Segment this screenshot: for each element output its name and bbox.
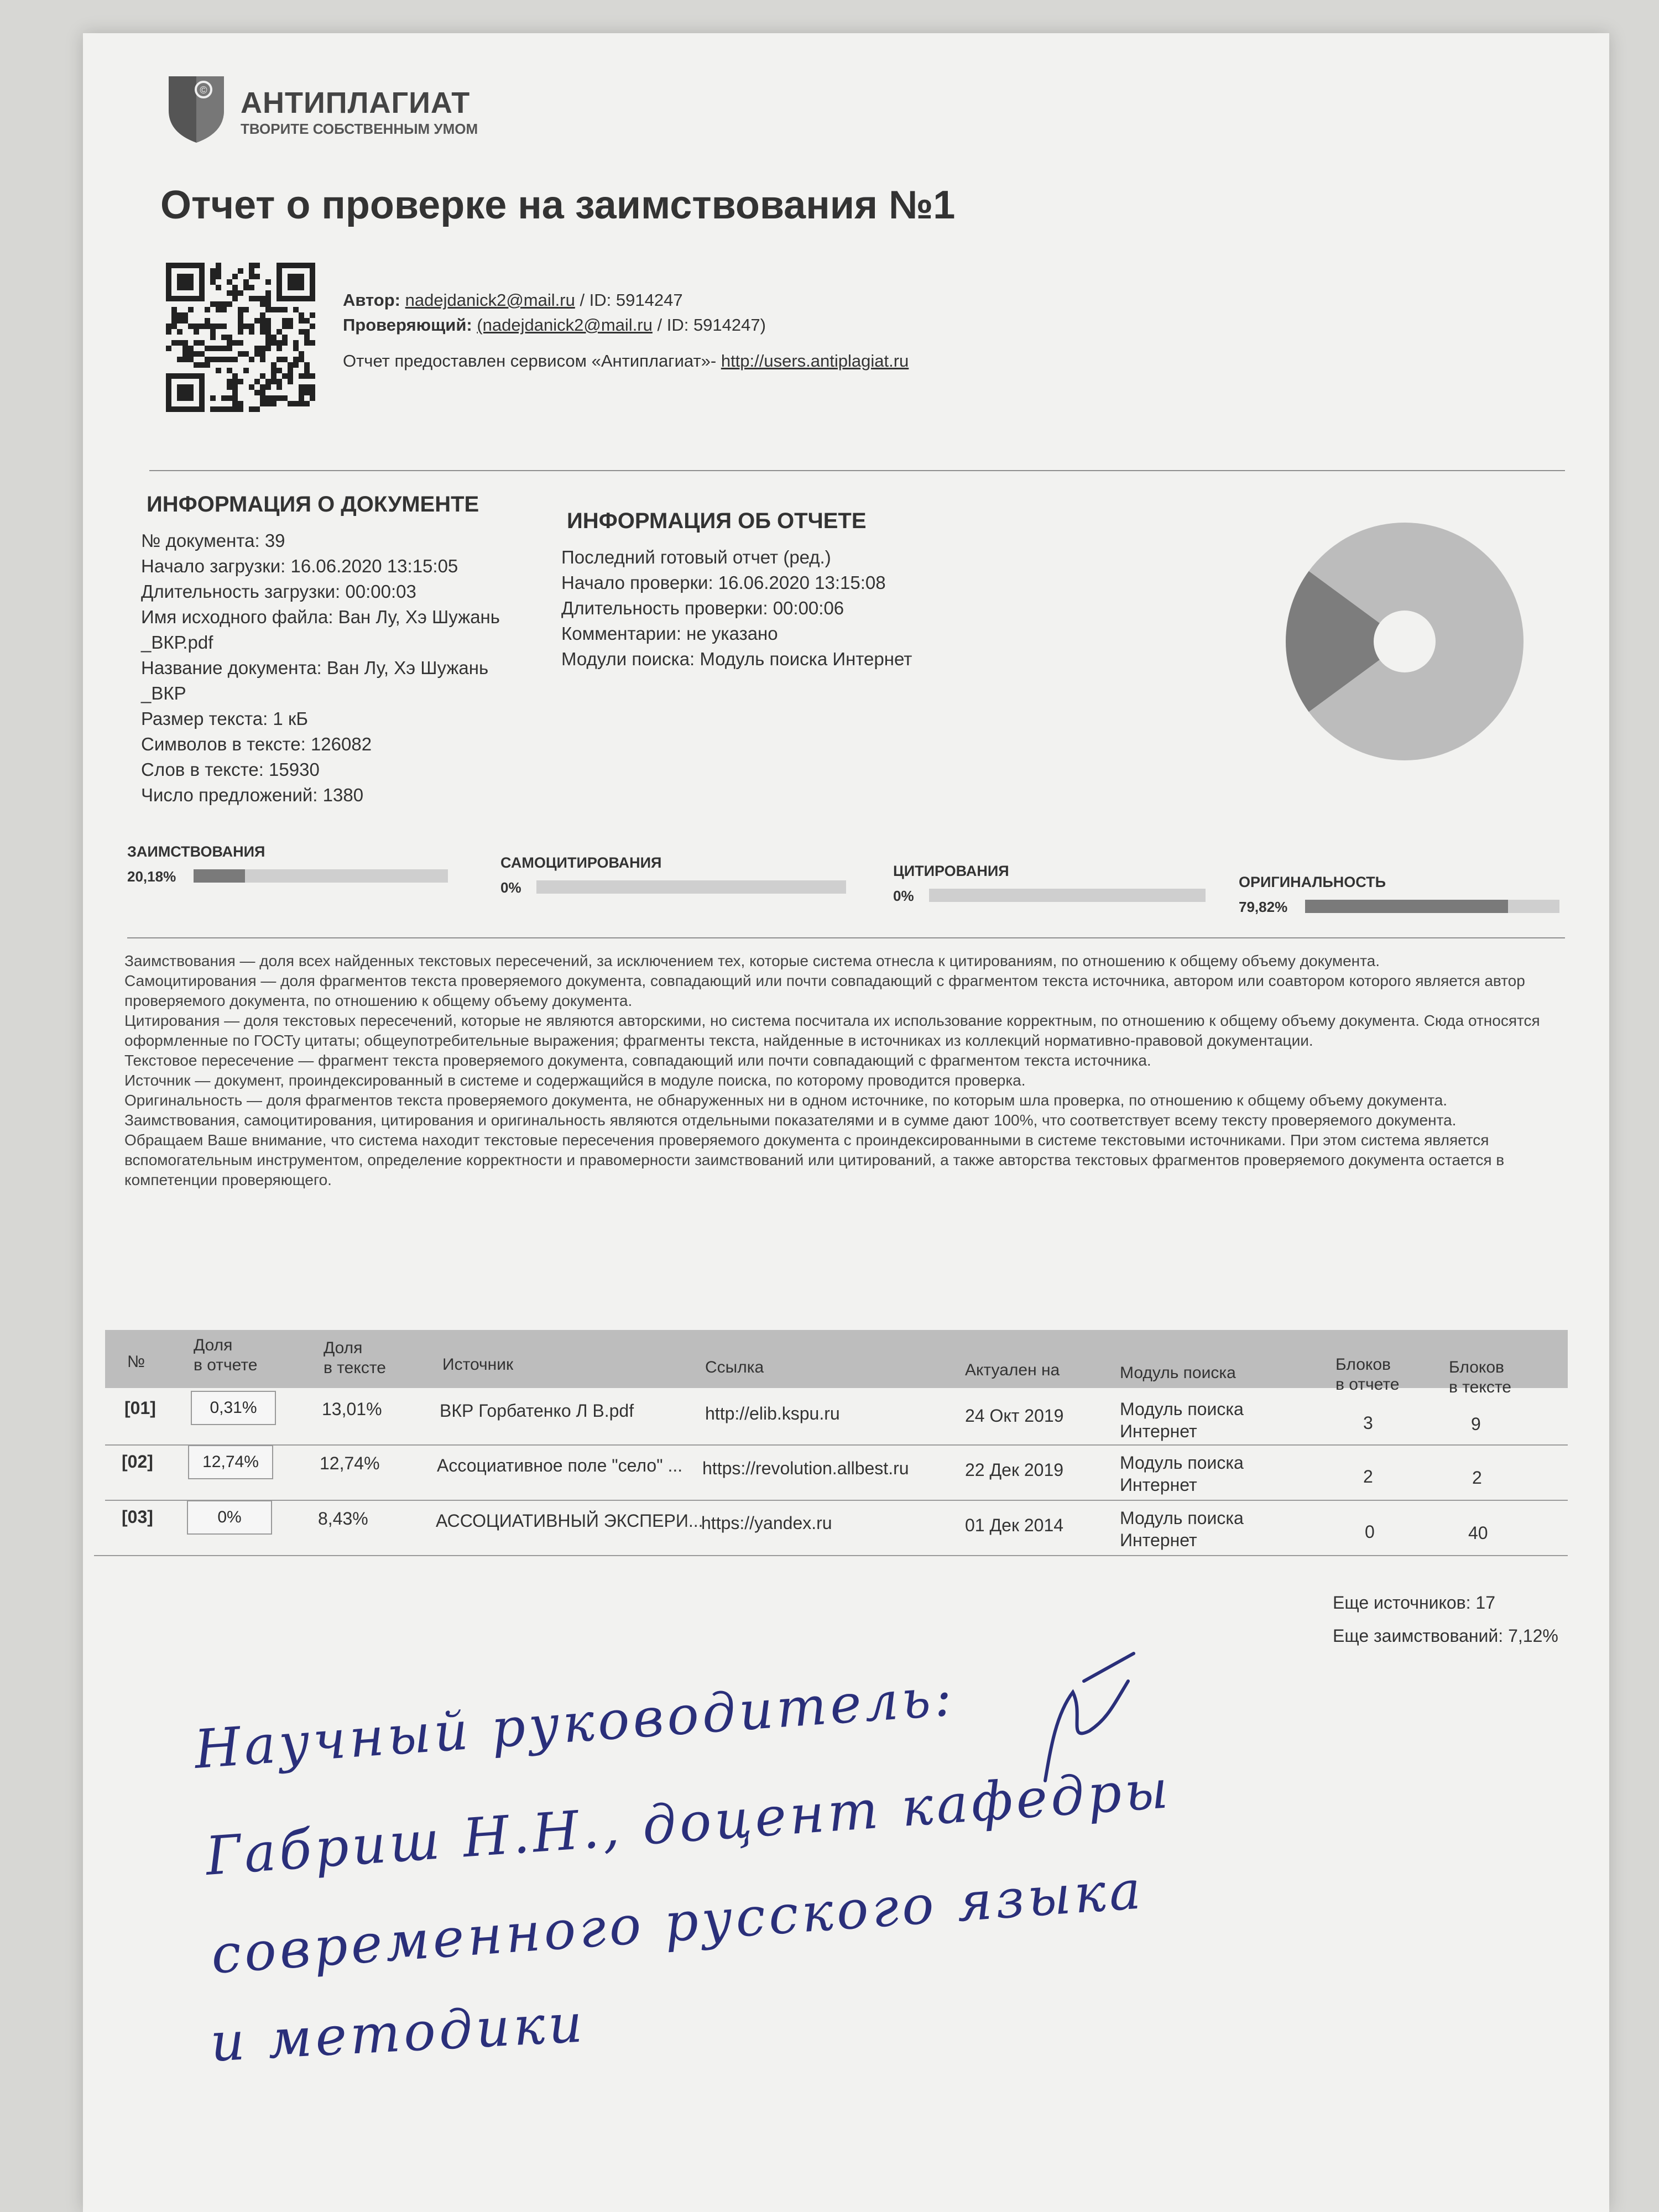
actual-date: 01 Дек 2014 bbox=[965, 1515, 1064, 1535]
col-header-share-text: Доля в тексте bbox=[324, 1339, 386, 1377]
doc-info-line: Символов в тексте: 126082 bbox=[141, 734, 372, 754]
checker-email-link[interactable]: (nadejdanick2@mail.ru bbox=[477, 315, 653, 335]
col-header-module: Модуль поиска bbox=[1120, 1364, 1236, 1382]
service-line bbox=[343, 351, 909, 371]
brand-slogan: ТВОРИТЕ СОБСТВЕННЫМ УМОМ bbox=[241, 121, 478, 137]
col-header-blocks-report: Блоков в отчете bbox=[1335, 1355, 1400, 1394]
doc-info-line: Число предложений: 1380 bbox=[141, 785, 364, 805]
actual-date: 22 Дек 2019 bbox=[965, 1460, 1064, 1480]
metric-bar-fill bbox=[1305, 900, 1508, 913]
blocks-text: 9 bbox=[1471, 1414, 1481, 1434]
blocks-text: 2 bbox=[1472, 1468, 1482, 1488]
metric-bar-borrowing bbox=[194, 869, 448, 883]
divider bbox=[149, 470, 1565, 471]
definition-paragraph: Обращаем Ваше внимание, что система находит текстовые пересечения проверяемого документа с проиндексированными в системе текстовыми источниками. При этом система является вспомогательным инструментом, определение корректности и правомерности заимствований или цитирований, а также авторства текстовых фрагментов проверяемого документа остается в компетенции проверяющего. bbox=[124, 1131, 1505, 1188]
metric-bar-originality bbox=[1305, 900, 1559, 913]
doc-info-line: Название документа: Ван Лу, Хэ Шужань bbox=[141, 658, 489, 678]
brand-name: АНТИПЛАГИАТ bbox=[241, 86, 471, 119]
report-info-line: Начало проверки: 16.06.2020 13:15:08 bbox=[561, 572, 886, 593]
doc-info-line: _ВКР bbox=[141, 683, 186, 703]
col-header-blocks-text: Блоков в тексте bbox=[1449, 1358, 1511, 1396]
author-email-link[interactable]: nadejdanick2@mail.ru bbox=[405, 290, 575, 310]
handwritten-line: современного русского языка bbox=[209, 1859, 1146, 1986]
metric-bar-selfcitation bbox=[536, 880, 846, 894]
col-header-actual: Актуален на bbox=[965, 1361, 1060, 1379]
more-borrowings: Еще заимствований: 7,12% bbox=[1333, 1626, 1558, 1646]
checker-label: Проверяющий: bbox=[343, 315, 472, 335]
row-index: [02] bbox=[122, 1452, 153, 1472]
metric-value-citation: 0% bbox=[893, 888, 914, 904]
blocks-report: 3 bbox=[1363, 1413, 1373, 1433]
source-link[interactable]: http://elib.kspu.ru bbox=[705, 1404, 840, 1423]
row-index: [03] bbox=[122, 1507, 153, 1527]
row-divider bbox=[94, 1555, 1568, 1556]
handwritten-line: Габриш Н.Н., доцент кафедры bbox=[204, 1758, 1173, 1887]
share-text: 12,74% bbox=[320, 1453, 380, 1473]
metric-value-borrowing: 20,18% bbox=[127, 868, 176, 885]
donut-hole bbox=[1374, 611, 1436, 672]
metric-label-borrowing: ЗАИМСТВОВАНИЯ bbox=[127, 843, 265, 860]
report-info-line: Комментарии: не указано bbox=[561, 623, 778, 644]
report-info-line: Модули поиска: Модуль поиска Интернет bbox=[561, 649, 912, 669]
doc-info-heading: ИНФОРМАЦИЯ О ДОКУМЕНТЕ bbox=[147, 492, 479, 517]
source-link[interactable]: https://yandex.ru bbox=[701, 1513, 832, 1533]
metric-label-citation: ЦИТИРОВАНИЯ bbox=[893, 863, 1009, 879]
row-divider bbox=[105, 1444, 1568, 1446]
blocks-report: 0 bbox=[1365, 1522, 1375, 1542]
source-link[interactable]: https://revolution.allbest.ru bbox=[702, 1458, 909, 1478]
doc-info-list bbox=[141, 528, 539, 808]
metric-value-selfcitation: 0% bbox=[500, 879, 521, 896]
definition-paragraph: Заимствования, самоцитирования, цитирования и оригинальность являются отдельными показателями и в сумме дают 100%, что соответствует всему тексту проверяемого документа. bbox=[124, 1112, 1457, 1129]
report-page bbox=[83, 33, 1609, 2212]
search-module: Модуль поиска Интернет bbox=[1120, 1453, 1244, 1495]
search-module: Модуль поиска Интернет bbox=[1120, 1399, 1244, 1441]
col-header-link: Ссылка bbox=[705, 1358, 764, 1376]
more-sources: Еще источников: 17 bbox=[1333, 1593, 1496, 1613]
handwritten-line: и методики bbox=[208, 1992, 587, 2074]
definition-paragraph: Заимствования — доля всех найденных текстовых пересечений, за исключением тех, которые система отнесла к цитированиям, по отношению к общему объему документа. bbox=[124, 952, 1380, 969]
search-module: Модуль поиска Интернет bbox=[1120, 1508, 1244, 1550]
doc-info-line: № документа: 39 bbox=[141, 530, 285, 551]
doc-info-line: Начало загрузки: 16.06.2020 13:15:05 bbox=[141, 556, 458, 576]
qr-code bbox=[166, 263, 315, 412]
handwritten-line: Научный руководитель: bbox=[192, 1666, 957, 1781]
svg-text:©: © bbox=[200, 85, 207, 96]
source-name[interactable]: АССОЦИАТИВНЫЙ ЭКСПЕРИ... bbox=[436, 1511, 703, 1531]
metric-label-selfcitation: САМОЦИТИРОВАНИЯ bbox=[500, 854, 662, 871]
source-name[interactable]: ВКР Горбатенко Л В.pdf bbox=[440, 1401, 634, 1421]
definition-paragraph: Цитирования — доля текстовых пересечений, которые не являются авторскими, но система посчитала их использование корректным, по отношению к общему объему документа. Сюда относятся оформленные по ГОСТу цитаты; общеупотребительные выражения; фрагменты текста, найденные в источниках из коллекций нормативно-правовой документации. bbox=[124, 1012, 1540, 1049]
col-header-share-report: Доля в отчете bbox=[194, 1336, 258, 1374]
share-report-box[interactable]: 0% bbox=[187, 1500, 272, 1535]
col-header-number: № bbox=[127, 1353, 145, 1371]
checker-line bbox=[343, 315, 766, 335]
metric-value-originality: 79,82% bbox=[1239, 899, 1288, 915]
service-url-link[interactable]: http://users.antiplagiat.ru bbox=[721, 351, 909, 371]
blocks-text: 40 bbox=[1468, 1523, 1488, 1543]
report-info-line: Последний готовый отчет (ред.) bbox=[561, 547, 831, 567]
antiplagiat-shield-logo bbox=[166, 72, 227, 144]
doc-info-line: _ВКР.pdf bbox=[141, 632, 213, 653]
actual-date: 24 Окт 2019 bbox=[965, 1406, 1064, 1426]
metric-label-originality: ОРИГИНАЛЬНОСТЬ bbox=[1239, 874, 1386, 890]
checker-id: / ID: 5914247) bbox=[652, 315, 766, 335]
share-report-box[interactable]: 12,74% bbox=[188, 1445, 273, 1479]
doc-info-line: Слов в тексте: 15930 bbox=[141, 759, 320, 780]
report-title: Отчет о проверке на заимствования №1 bbox=[160, 183, 956, 227]
originality-donut-chart bbox=[1283, 520, 1526, 763]
share-text: 8,43% bbox=[318, 1509, 368, 1528]
col-header-source: Источник bbox=[442, 1355, 514, 1374]
metric-bar-fill bbox=[194, 869, 245, 883]
metric-bar-citation bbox=[929, 889, 1206, 902]
blocks-report: 2 bbox=[1363, 1467, 1373, 1486]
author-label: Автор: bbox=[343, 290, 401, 310]
definition-paragraph: Источник — документ, проиндексированный в системе и содержащийся в модуле поиска, по которому проводится проверка. bbox=[124, 1072, 1026, 1089]
definition-paragraph: Оригинальность — доля фрагментов текста проверяемого документа, не обнаруженных ни в одном источнике, по которым шла проверка, по отношению к общему объему документа. bbox=[124, 1092, 1448, 1109]
doc-info-line: Длительность загрузки: 00:00:03 bbox=[141, 581, 416, 602]
definitions-block bbox=[124, 951, 1590, 1190]
author-id: / ID: 5914247 bbox=[575, 290, 683, 310]
definition-paragraph: Текстовое пересечение — фрагмент текста проверяемого документа, совпадающий или почти совпадающий с фрагментом текста источника. bbox=[124, 1052, 1151, 1069]
row-index: [01] bbox=[124, 1398, 156, 1418]
share-report-box[interactable]: 0,31% bbox=[191, 1391, 276, 1425]
share-text: 13,01% bbox=[322, 1399, 382, 1419]
definition-paragraph: Самоцитирования — доля фрагментов текста проверяемого документа, совпадающий или почти совпадающий с фрагментом текста источника, автором или соавтором которого является автор проверяемого документа, по отношению к общему объему документа. bbox=[124, 972, 1525, 1009]
report-info-line: Длительность проверки: 00:00:06 bbox=[561, 598, 844, 618]
report-info-list bbox=[561, 545, 1004, 672]
author-line bbox=[343, 290, 683, 310]
doc-info-line: Имя исходного файла: Ван Лу, Хэ Шужань bbox=[141, 607, 500, 627]
service-text: Отчет предоставлен сервисом «Антиплагиат»- bbox=[343, 351, 721, 371]
doc-info-line: Размер текста: 1 кБ bbox=[141, 708, 309, 729]
report-info-heading: ИНФОРМАЦИЯ ОБ ОТЧЕТЕ bbox=[567, 509, 867, 533]
row-divider bbox=[105, 1500, 1568, 1501]
source-name[interactable]: Ассоциативное поле "село" ... bbox=[437, 1455, 683, 1475]
divider bbox=[127, 937, 1565, 938]
